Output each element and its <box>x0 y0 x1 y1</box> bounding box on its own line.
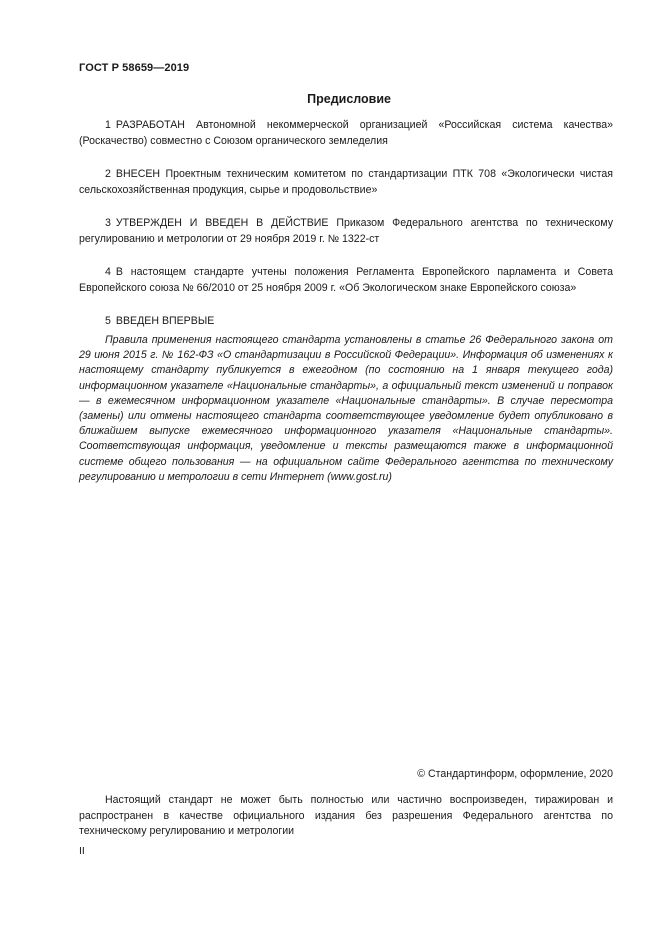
copyright-line: © Стандартинформ, оформление, 2020 <box>417 768 613 780</box>
page-number: II <box>79 845 85 857</box>
item-text: РАЗРАБОТАН Автономной некоммерческой организацией «Российская система качества» (Роскачество) совместно с Союзом органического земледелия <box>79 119 613 147</box>
item-number: 1 <box>105 119 111 131</box>
rules-note: Правила применения настоящего стандарта установлены в статье 26 Федерального закона от 29 июня 2015 г. № 162-ФЗ «О стандартизации в Российской Федерации». Информация об изменениях к настоящему стандарту публикуется в ежегодном (по состоянию на 1 января текущего года) информационном указателе «Национальные стандарты», а официальный текст изменений и поправок — в ежемесячном информационном указателе «Национальные стандарты». В случае пересмотра (замены) или отмены настоящего стандарта соответствующее уведомление будет опубликовано в ближайшем выпуске ежемесячного информационного указателя «Национальные стандарты». Соответствующая информация, уведомление и тексты размещаются также в информационной системе общего пользования — на официальном сайте Федерального агентства по техническому регулированию и метрологии в сети Интернет (www.gost.ru) <box>79 334 613 483</box>
foreword-item <box>79 313 613 329</box>
page-title <box>79 92 613 106</box>
page-title-text: Предисловие <box>307 92 391 106</box>
item-number: 2 <box>105 168 111 180</box>
item-text: В настоящем стандарте учтены положения Регламента Европейского парламента и Совета Европейского союза № 66/2010 от 25 ноября 2009 г. «Об Экологическом знаке Европейского союза» <box>79 266 613 294</box>
foreword-item <box>79 166 613 198</box>
item-text: УТВЕРЖДЕН И ВВЕДЕН В ДЕЙСТВИЕ Приказом Федерального агентства по техническому регулированию и метрологии от 29 ноября 2019 г. № 1322-ст <box>79 217 613 245</box>
item-number: 3 <box>105 217 111 229</box>
foreword-item <box>79 264 613 296</box>
item-text: ВНЕСЕН Проектным техническим комитетом по стандартизации ПТК 708 «Экологически чистая сельскохозяйственная продукция, сырье и продовольствие» <box>79 168 613 196</box>
foreword-item <box>79 117 613 149</box>
item-number: 5 <box>105 315 111 327</box>
item-number: 4 <box>105 266 111 278</box>
item-text: ВВЕДЕН ВПЕРВЫЕ <box>115 315 215 327</box>
document-code: ГОСТ Р 58659—2019 <box>79 62 190 74</box>
foreword-item <box>79 215 613 247</box>
foreword-items <box>79 117 613 346</box>
reproduction-notice: Настоящий стандарт не может быть полностью или частично воспроизведен, тиражирован и распространен в качестве официального издания без разрешения Федерального агентства по техническому регулированию и метрологии <box>79 794 613 838</box>
